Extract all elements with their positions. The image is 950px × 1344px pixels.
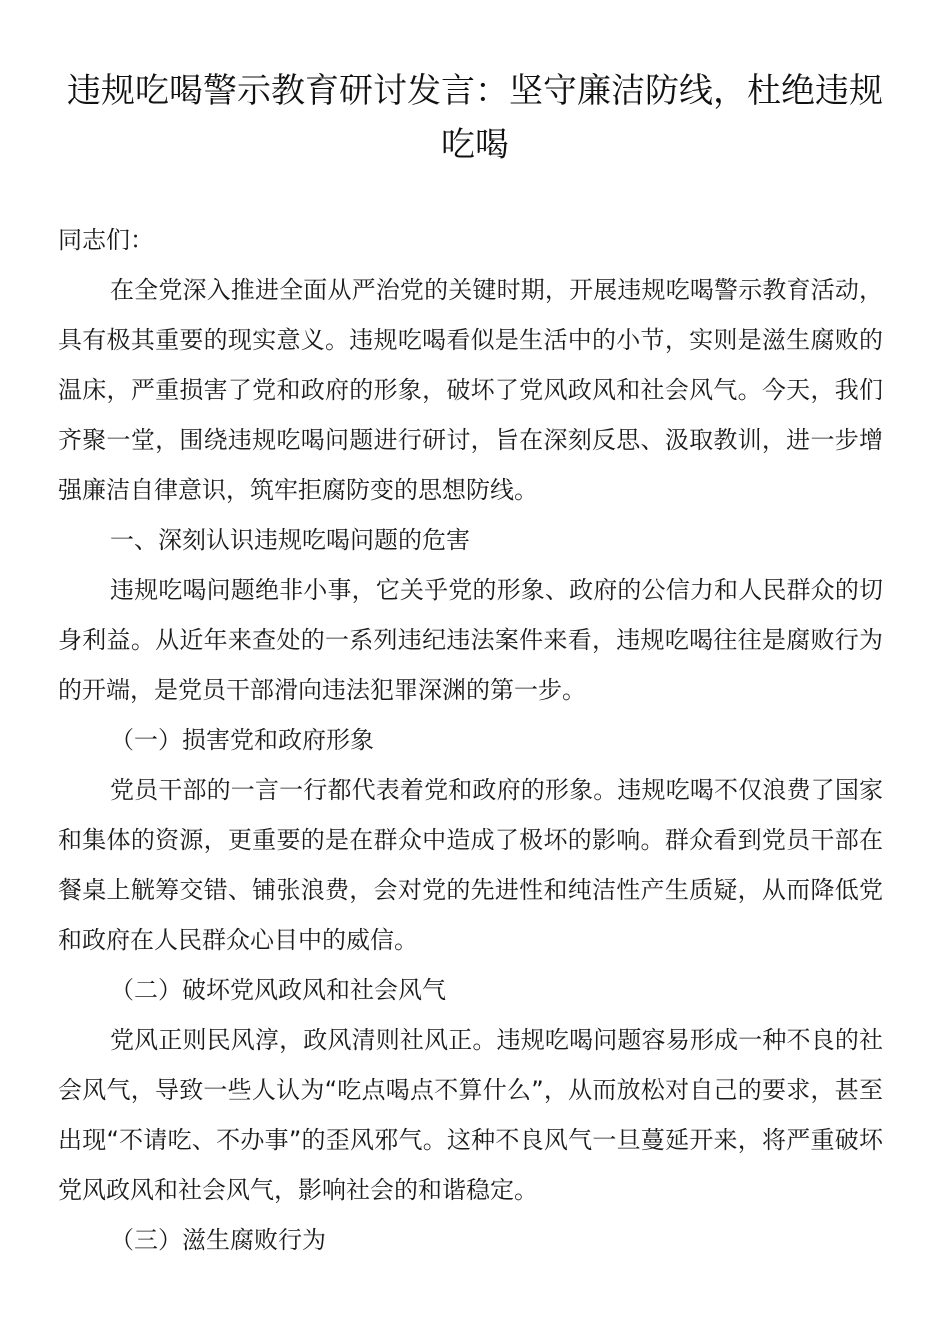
- body-paragraph: 违规吃喝问题绝非小事，它关乎党的形象、政府的公信力和人民群众的切身利益。从近年来查处的一系列违纪违法案件来看，违规吃喝往往是腐败行为的开端，是党员干部滑向违法犯罪深渊的第一步。: [58, 576, 883, 704]
- body-paragraph: 党员干部的一言一行都代表着党和政府的形象。违规吃喝不仅浪费了国家和集体的资源，更重要的是在群众中造成了极坏的影响。群众看到党员干部在餐桌上觥筹交错、铺张浪费，会对党的先进性和纯洁性产生质疑，从而降低党和政府在人民群众心目中的威信。: [58, 776, 883, 954]
- subsection-heading: （一）损害党和政府形象: [110, 726, 374, 754]
- body-paragraph: 党风正则民风淳，政风清则社风正。违规吃喝问题容易形成一种不良的社会风气，导致一些人认为“吃点喝点不算什么”，从而放松对自己的要求，甚至出现“不请吃、不办事”的歪风邪气。这种不良风气一旦蔓延开来，将严重破坏党风政风和社会风气，影响社会的和谐稳定。: [58, 1026, 883, 1204]
- document-title: 违规吃喝警示教育研讨发言：坚守廉洁防线，杜绝违规吃喝: [67, 71, 883, 165]
- document-body: [58, 215, 883, 1265]
- subsection-heading: （二）破坏党风政风和社会风气: [110, 976, 446, 1004]
- section-heading: 一、深刻认识违规吃喝问题的危害: [110, 526, 470, 554]
- body-paragraph: 在全党深入推进全面从严治党的关键时期，开展违规吃喝警示教育活动，具有极其重要的现实意义。违规吃喝看似是生活中的小节，实则是滋生腐败的温床，严重损害了党和政府的形象，破坏了党风政风和社会风气。今天，我们齐聚一堂，围绕违规吃喝问题进行研讨，旨在深刻反思、汲取教训，进一步增强廉洁自律意识，筑牢拒腐防变的思想防线。: [58, 276, 883, 504]
- subsection-heading: （三）滋生腐败行为: [110, 1226, 326, 1254]
- salutation: 同志们：: [58, 226, 154, 254]
